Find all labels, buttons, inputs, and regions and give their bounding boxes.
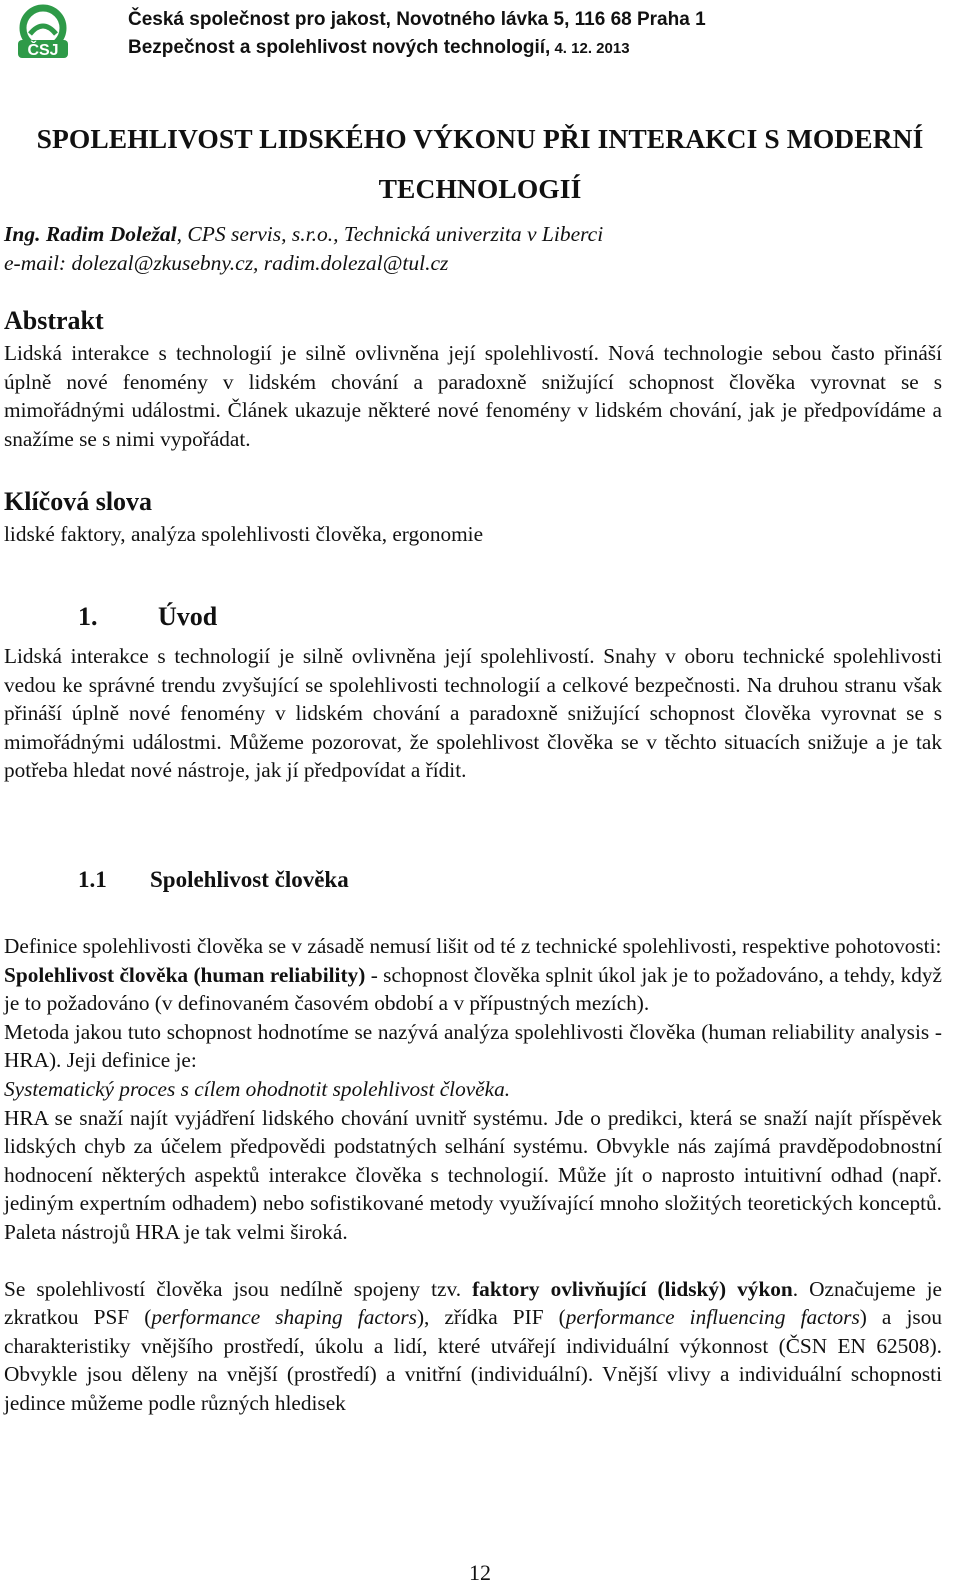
definition-human-reliability: Spolehlivost člověka (human reliability) - schopnost člověka splnit úkol jak je to požadováno, a tehdy, když je to požadováno (v definovaném časovém období a v přípustných mezích). (4, 962, 942, 1016)
page-header (14, 4, 944, 64)
keywords-text: lidské faktory, analýza spolehlivosti člověka, ergonomie (4, 522, 484, 546)
keywords-heading: Klíčová slova (4, 487, 153, 516)
csj-logo-icon (14, 4, 72, 60)
paper-title (0, 114, 960, 214)
hra-definition: Systematický proces s cílem ohodnotit spolehlivost člověka. (4, 1076, 511, 1101)
section1-text: Lidská interakce s technologií je silně ovlivněna její spolehlivostí. Snahy v oboru technické spolehlivosti vedou ke správné trendu zvyšující se spolehlivosti technologií a celkové bezpečnosti. Na druhou stranu však přináší úplně nové fenomény v lidském chování a paradoxně snižující schopnost člověka vyrovnat se s mimořádnými událostmi. Můžeme pozorovat, že spolehlivost člověka se v těchto situacích snižuje a je tak potřeba hledat nové nástroje, jak jí předpovídat a řídit. (4, 644, 942, 783)
section1-title: Úvod (158, 602, 218, 631)
header-line2: Bezpečnost a spolehlivost nových technologií, 4. 12. 2013 (128, 37, 630, 58)
abstract-heading: Abstrakt (4, 306, 104, 335)
author-affiliation: , CPS servis, s.r.o., Technická univerzita v Liberci (176, 222, 604, 246)
author-line (4, 220, 603, 249)
section1-1-number: 1.1 (78, 867, 107, 892)
author-name: Ing. Radim Doležal (4, 222, 177, 246)
title-line2: TECHNOLOGIÍ (378, 173, 582, 204)
header-text (128, 6, 706, 63)
page-number: 12 (469, 1560, 491, 1585)
logo-text: ČSJ (27, 42, 59, 59)
title-line1: SPOLEHLIVOST LIDSKÉHO VÝKONU PŘI INTERAKCI S MODERNÍ (36, 123, 924, 154)
author-block (4, 220, 603, 278)
author-email: e-mail: dolezal@zkusebny.cz, radim.dolezal@tul.cz (4, 251, 449, 275)
psf-paragraph: Se spolehlivostí člověka jsou nedílně spojeny tzv. faktory ovlivňující (lidský) výkon. Označujeme je zkratkou PSF (performance shaping factors), zřídka PIF (performance influencing factors) a jsou charakteristiky vnějšího prostředí, úkolu a lidí, které utvářejí individuální výkonnost (ČSN EN 62508). Obvykle jsou děleny na vnější (prostředí) a vnitřní (individuální). Vnější vlivy a individuální schopnosti jedince můžeme podle různých hledisek (4, 1276, 942, 1415)
hra-method-text: Metoda jakou tuto schopnost hodnotíme se nazývá analýza spolehlivosti člověka (human reliability analysis - HRA). Jeji definice je: (4, 1019, 942, 1073)
abstract-text: Lidská interakce s technologií je silně ovlivněna její spolehlivostí. Nová technologie sebou často přináší úplně nové fenomény v lidském chování a paradoxně snižující schopnost člověka vyrovnat se s mimořádnými událostmi. Článek ukazuje některé nové fenomény v lidském chování, jak je předpovídáme a snažíme se s nimi vypořádat. (4, 341, 942, 451)
hra-description: HRA se snaží najít vyjádření lidského chování uvnitř systému. Jde o predikci, která se snaží najít příspěvek lidských chyb za účelem předpovědi podstatných selhání systému. Obvykle nás zajímá pravděpodobnostní hodnocení některých aspektů interakce člověka s technologií. Může jít o naprosto intuitivní odhad (např. jediným expertním odhadem) nebo sofistikované metody využívající mnoho složitých teoretických konceptů. Paleta nástrojů HRA je tak velmi široká. (4, 1105, 942, 1244)
section1-1-title: Spolehlivost člověka (150, 867, 349, 892)
section1-1-body (4, 932, 942, 1418)
section1-number: 1. (78, 602, 98, 631)
definition-intro: Definice spolehlivosti člověka se v zásadě nemusí lišit od té z technické spolehlivosti, respektive pohotovosti: (4, 934, 942, 958)
header-line1: Česká společnost pro jakost, Novotného lávka 5, 116 68 Praha 1 (128, 9, 706, 30)
